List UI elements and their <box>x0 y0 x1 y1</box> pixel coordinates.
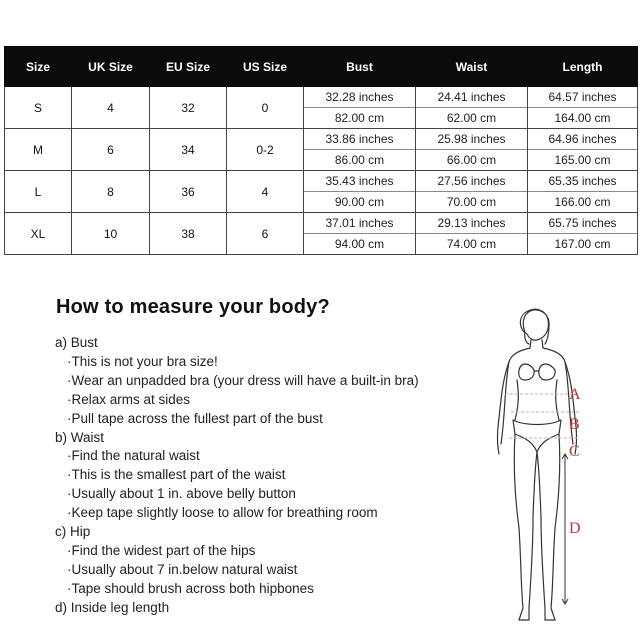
cell-bust <box>304 129 416 171</box>
length-cm: 167.00 cm <box>528 233 637 254</box>
guide-instruction: ·Usually about 7 in.below natural waist <box>67 561 298 577</box>
length-inches: 65.75 inches <box>548 216 617 230</box>
header-uk-size: UK Size <box>72 47 150 87</box>
length-inches: 64.57 inches <box>548 90 617 104</box>
header-eu-size: EU Size <box>150 47 227 87</box>
header-us-size: US Size <box>227 47 304 87</box>
label-a: A <box>569 386 581 403</box>
waist-cm: 74.00 cm <box>416 233 527 254</box>
guide-instruction: ·Pull tape across the fullest part of the bust <box>67 410 323 426</box>
cell-length <box>528 213 638 255</box>
guide-instruction: ·Tape should brush across both hipbones <box>67 580 314 596</box>
cell-size: M <box>5 129 72 171</box>
length-cm: 164.00 cm <box>528 107 637 128</box>
bust-inches: 33.86 inches <box>325 132 394 146</box>
torso-outline <box>501 348 573 444</box>
guide-instruction: ·Relax arms at sides <box>67 391 191 407</box>
guide-section-heading: c) Hip <box>55 524 91 540</box>
label-b: B <box>569 416 580 433</box>
cell-waist <box>416 171 528 213</box>
table-header-row <box>5 47 638 87</box>
waist-cm: 66.00 cm <box>416 149 527 170</box>
cell-waist <box>416 129 528 171</box>
cell-size: XL <box>5 213 72 255</box>
briefs-outline <box>513 420 561 452</box>
cell-size: L <box>5 171 72 213</box>
cell-length <box>528 129 638 171</box>
guide-instruction: ·Find the natural waist <box>67 448 200 464</box>
label-d: D <box>569 520 581 537</box>
guide-section-heading: d) Inside leg length <box>55 599 170 615</box>
cell-bust <box>304 171 416 213</box>
waist-inches: 24.41 inches <box>437 90 506 104</box>
bust-cm: 94.00 cm <box>304 233 415 254</box>
cell-uk-size: 8 <box>72 171 150 213</box>
cell-uk-size: 10 <box>72 213 150 255</box>
cell-uk-size: 4 <box>72 87 150 129</box>
size-chart-table <box>4 46 638 255</box>
guide-instruction: ·Keep tape slightly loose to allow for breathing room <box>67 505 378 521</box>
cell-eu-size: 34 <box>150 129 227 171</box>
guide-instruction: ·Find the widest part of the hips <box>67 542 256 558</box>
table-row <box>5 171 638 213</box>
bust-inches: 32.28 inches <box>325 90 394 104</box>
bra-outline <box>519 364 555 380</box>
header-length: Length <box>528 47 638 87</box>
guide-title: How to measure your body? <box>56 296 330 318</box>
guide-instruction: ·This is not your bra size! <box>67 353 218 369</box>
cell-us-size: 6 <box>227 213 304 255</box>
length-inches: 64.96 inches <box>548 132 617 146</box>
table-row <box>5 129 638 171</box>
cell-bust <box>304 213 416 255</box>
waist-inches: 25.98 inches <box>437 132 506 146</box>
guide-instruction: ·Wear an unpadded bra (your dress will have a built-in bra) <box>67 372 419 388</box>
length-inches: 65.35 inches <box>548 174 617 188</box>
hair-outline <box>523 310 549 344</box>
cell-length <box>528 87 638 129</box>
cell-size: S <box>5 87 72 129</box>
bust-inches: 35.43 inches <box>325 174 394 188</box>
bust-cm: 90.00 cm <box>304 191 415 212</box>
cell-us-size: 0-2 <box>227 129 304 171</box>
guide-instructions <box>55 334 475 618</box>
bust-inches: 37.01 inches <box>325 216 394 230</box>
header-size: Size <box>5 47 72 87</box>
bust-cm: 82.00 cm <box>304 107 415 128</box>
bust-cm: 86.00 cm <box>304 149 415 170</box>
cell-waist <box>416 87 528 129</box>
waist-inches: 27.56 inches <box>437 174 506 188</box>
guide-section-heading: a) Bust <box>55 335 98 350</box>
waist-cm: 62.00 cm <box>416 107 527 128</box>
neck-outline <box>530 340 543 348</box>
table-row <box>5 213 638 255</box>
measuring-guide <box>55 296 419 615</box>
cell-waist <box>416 213 528 255</box>
label-c: C <box>569 443 580 460</box>
cell-bust <box>304 87 416 129</box>
leg-left <box>514 434 537 620</box>
guide-instruction: ·Usually about 1 in. above belly button <box>67 486 296 502</box>
cell-eu-size: 36 <box>150 171 227 213</box>
guide-section-heading: b) Waist <box>55 429 105 445</box>
cell-length <box>528 171 638 213</box>
length-cm: 166.00 cm <box>528 191 637 212</box>
length-cm: 165.00 cm <box>528 149 637 170</box>
cell-us-size: 4 <box>227 171 304 213</box>
cell-uk-size: 6 <box>72 129 150 171</box>
cell-us-size: 0 <box>227 87 304 129</box>
cell-eu-size: 38 <box>150 213 227 255</box>
table-row <box>5 87 638 129</box>
waist-cm: 70.00 cm <box>416 191 527 212</box>
guide-instruction: ·This is the smallest part of the waist <box>67 467 286 483</box>
leg-right <box>537 434 560 620</box>
waist-inches: 29.13 inches <box>437 216 506 230</box>
header-bust: Bust <box>304 47 416 87</box>
waist-outline <box>515 380 559 420</box>
cell-eu-size: 32 <box>150 87 227 129</box>
body-measurement-figure <box>475 308 605 624</box>
header-waist: Waist <box>416 47 528 87</box>
